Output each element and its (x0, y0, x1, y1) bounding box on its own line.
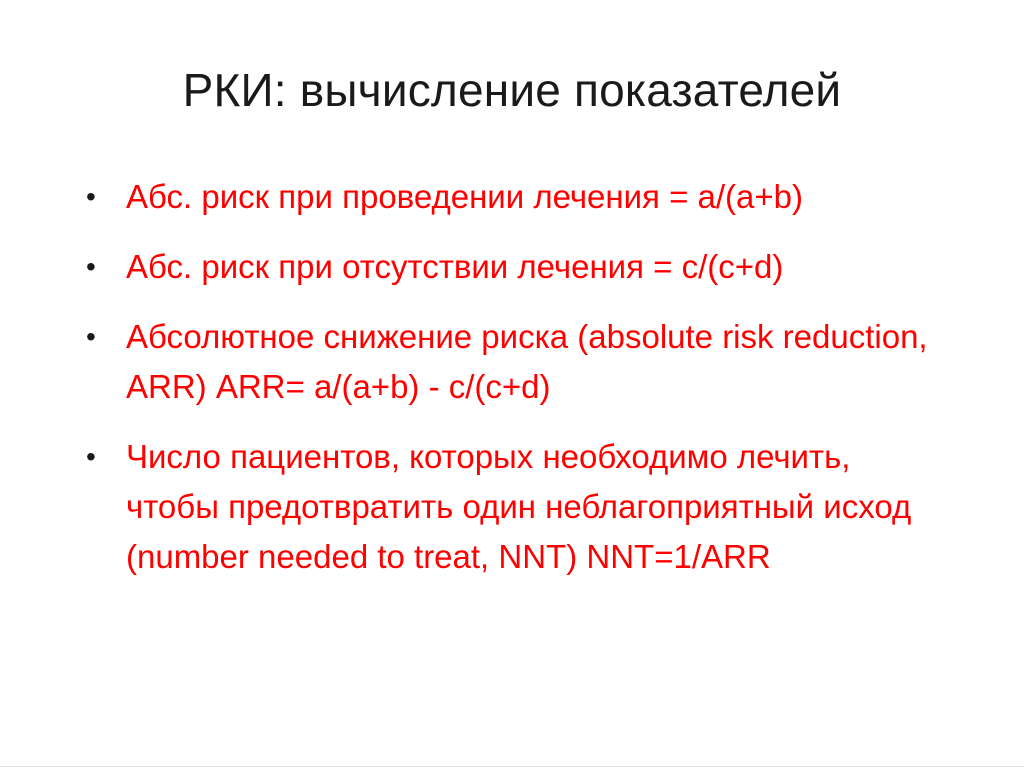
slide-title: РКИ: вычисление показателей (182, 64, 842, 116)
bullet-icon: • (86, 181, 96, 212)
bullet-item-absolute-risk-treatment (86, 172, 946, 222)
bullet-icon: • (86, 251, 96, 282)
bullet-icon: • (86, 321, 96, 352)
bullet-text: Абс. риск при проведении лечения = a/(a+b) (126, 178, 803, 215)
bullet-item-absolute-risk-reduction (86, 312, 946, 412)
bullet-text: Абсолютное снижение риска (absolute risk reduction, ARR) ARR= a/(a+b) - c/(c+d) (126, 318, 928, 405)
bullet-item-number-needed-to-treat (86, 432, 946, 582)
bullet-text: Абс. риск при отсутствии лечения = c/(c+d) (126, 248, 784, 285)
bullet-item-absolute-risk-no-treatment (86, 242, 946, 292)
bullet-text: Число пациентов, которых необходимо лечить, чтобы предотвратить один неблагоприятный исход (number needed to treat, NNT) NNT=1/ARR (126, 438, 912, 575)
bullet-list (86, 172, 946, 602)
bullet-icon: • (86, 441, 96, 472)
